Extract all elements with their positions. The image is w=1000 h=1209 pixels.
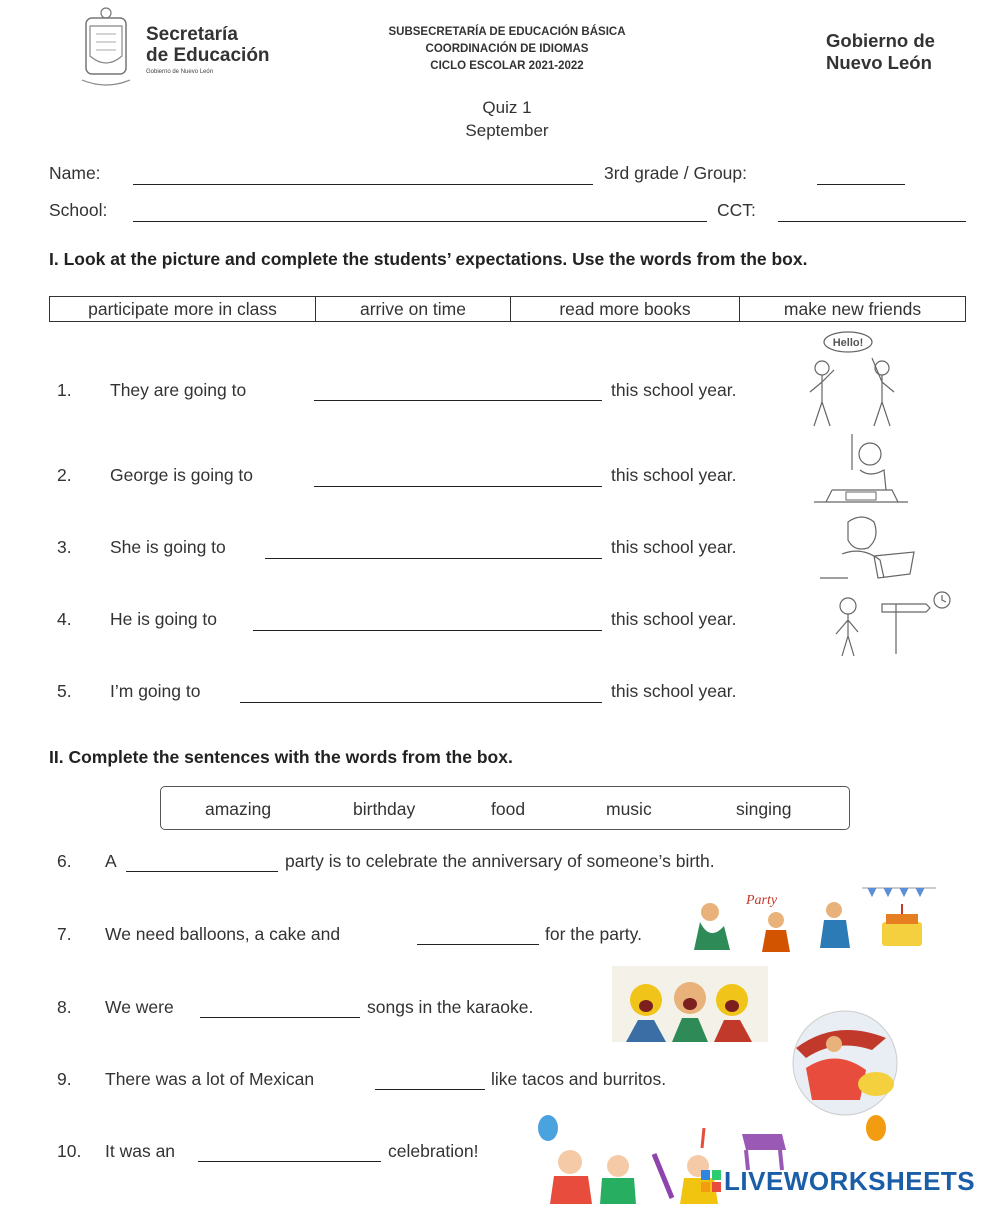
quiz-month: September [465,121,549,140]
coordinacion-line: COORDINACIÓN DE IDIOMAS [425,43,589,55]
party-dancing-illustration [686,882,938,954]
student-raising-hand-illustration [812,430,912,508]
word-participate: participate more in class [50,297,316,321]
group-field[interactable] [817,184,905,185]
section2-heading: II. Complete the sentences with the words from the box. [49,747,513,767]
karaoke-singers-illustration [612,966,768,1042]
word-music: music [606,799,652,819]
word-singing: singing [736,799,792,819]
mexican-food-illustration [776,1008,914,1118]
item5-answer-blank[interactable] [240,702,602,703]
name-field[interactable] [133,184,593,185]
item7-post: for the party. [545,924,642,944]
grade-group-label: 3rd grade / Group: [604,163,747,183]
item9-number: 9. [57,1069,72,1089]
boy-late-clock-illustration [826,590,958,658]
party-banner-text: Party [746,893,778,908]
word-make-new-friends: make new friends [783,299,922,319]
school-field[interactable] [133,221,707,222]
word-read-more-books: read more books [511,297,740,321]
state-seal-image [78,6,134,90]
school-label: School: [49,200,108,220]
secretaria-line1: Secretaría [146,24,238,45]
item8-number: 8. [57,997,72,1017]
gobierno-line2: Nuevo León [826,52,932,73]
word-amazing: amazing [205,799,272,819]
subsecretaria-line: SUBSECRETARÍA DE EDUCACIÓN BÁSICA [388,26,626,38]
item8-answer-blank[interactable] [200,1017,360,1018]
liveworksheets-watermark: LIVEWORKSHEETS [724,1166,976,1196]
item10-post: celebration! [388,1141,479,1161]
item7-answer-blank[interactable] [417,944,539,945]
center-heading [360,24,654,75]
secretaria-line2: de Educación [146,45,270,66]
word-birthday: birthday [353,799,416,819]
girl-reading-illustration [818,512,924,584]
cct-label: CCT: [717,200,756,220]
gobierno-line1: Gobierno de [826,30,935,51]
item4-text: He is going to [110,609,218,629]
item2-end: this school year. [611,465,737,485]
item10-answer-blank[interactable] [198,1161,381,1162]
ciclo-line: CICLO ESCOLAR 2021-2022 [430,60,584,72]
item10-pre: It was an [105,1141,176,1161]
item4-number: 4. [57,609,72,629]
section2-word-box [160,786,850,830]
item9-pre: There was a lot of Mexican [105,1069,315,1089]
item6-answer-blank[interactable] [126,871,278,872]
hello-bubble-text: Hello! [832,337,864,349]
item2-number: 2. [57,465,72,485]
name-label: Name: [49,163,101,183]
item1-text: They are going to [110,380,247,400]
item6-number: 6. [57,851,72,871]
quiz-title-block [400,96,614,142]
item4-end: this school year. [611,609,737,629]
item10-number: 10. [57,1141,82,1161]
secretaria-subtitle: Gobierno de Nuevo León [146,69,214,75]
item5-number: 5. [57,681,72,701]
item1-number: 1. [57,380,72,400]
item3-answer-blank[interactable] [265,558,602,559]
item1-answer-blank[interactable] [314,400,602,401]
item9-post: like tacos and burritos. [491,1069,667,1089]
word-food: food [491,799,526,819]
friends-hello-illustration [800,330,910,430]
item9-answer-blank[interactable] [375,1089,485,1090]
item5-end: this school year. [611,681,737,701]
item3-text: She is going to [110,537,226,557]
item2-answer-blank[interactable] [314,486,602,487]
item6-pre: A [105,851,117,871]
section1-heading: I. Look at the picture and complete the students’ expectations. Use the words from the box. [49,249,808,269]
gobierno-title [826,30,976,74]
quiz-title: Quiz 1 [482,98,532,117]
item7-pre: We need balloons, a cake and [105,924,341,944]
item8-post: songs in the karaoke. [367,997,534,1017]
item6-post: party is to celebrate the anniversary of someone’s birth. [285,851,715,871]
item7-number: 7. [57,924,72,944]
secretaria-title [146,24,296,66]
section1-word-box [49,296,966,322]
cct-field[interactable] [778,221,966,222]
item4-answer-blank[interactable] [253,630,602,631]
word-arrive-on-time: arrive on time [316,297,511,321]
item3-end: this school year. [611,537,737,557]
liveworksheets-logo-icon [701,1170,721,1192]
item5-text: I’m going to [110,681,201,701]
item3-number: 3. [57,537,72,557]
item2-text: George is going to [110,465,254,485]
item1-end: this school year. [611,380,737,400]
item8-pre: We were [105,997,174,1017]
